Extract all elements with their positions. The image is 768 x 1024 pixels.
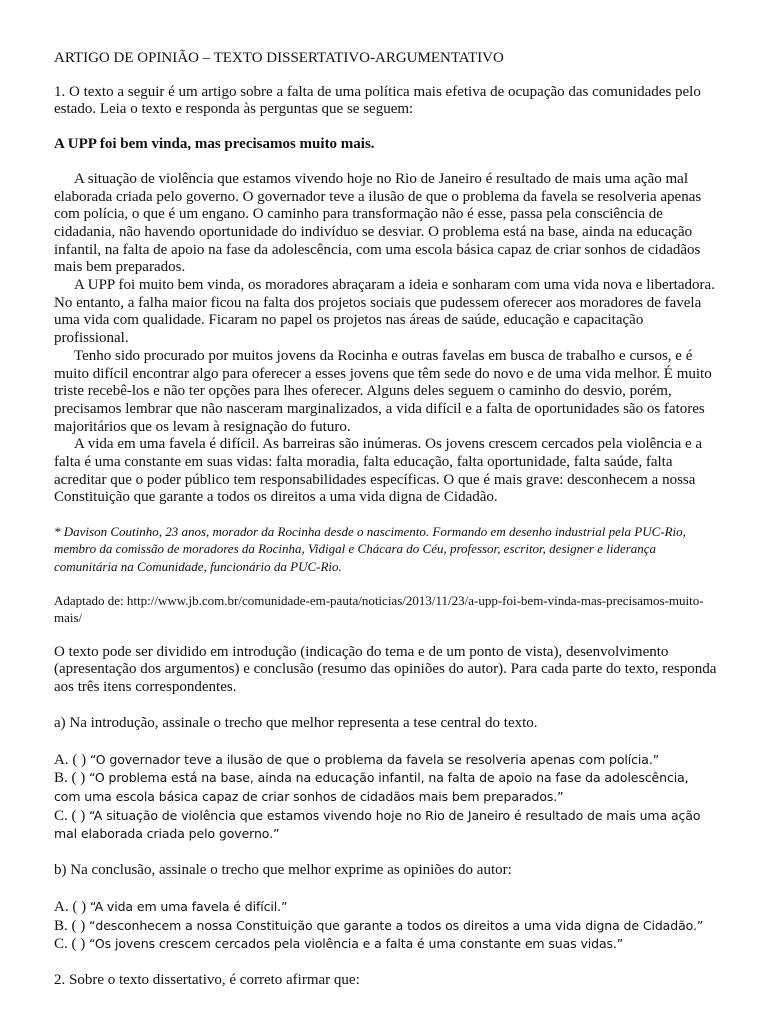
question-b-options	[54, 898, 718, 954]
option-text: “Os jovens crescem cercados pela violência e a falta é uma constante em suas vidas.”	[89, 936, 624, 952]
question-a-prompt: a) Na introdução, assinale o trecho que melhor representa a tese central do texto.	[54, 714, 538, 731]
author-note: * Davison Coutinho, 23 anos, morador da Rocinha desde o nascimento. Formando em desenho industrial pela PUC-Rio, membro da comissão de moradores da Rocinha, Vidigal e Chácara do Céu, professor, escritor, designer e liderança comunitária na Comunidade, funcionário da PUC-Rio.	[54, 524, 686, 574]
option-prefix: A. ( )	[54, 898, 87, 915]
instructions-paragraph: O texto pode ser dividido em introdução (indicação do tema e de um ponto de vista), desenvolvimento (apresentação dos argumentos) e conclusão (resumo das opiniões do autor). Para cada parte do texto, responda aos três itens correspondentes.	[54, 643, 717, 696]
question-a-options	[54, 751, 718, 845]
document-title: ARTIGO DE OPINIÃO – TEXTO DISSERTATIVO-ARGUMENTATIVO	[54, 50, 504, 66]
article-body	[54, 171, 718, 507]
option-prefix: C. ( )	[54, 936, 86, 953]
article-paragraph-3: Tenho sido procurado por muitos jovens da Rocinha e outras favelas em busca de trabalho e cursos, e é muito difícil encontrar algo para oferecer a esses jovens que têm sede do novo e de uma vida melhor. É muito triste recebê-los e não ter opções para lhes oferecer. Alguns deles seguem o caminho do desvio, porém, precisamos lembrar que não nasceram marginalizados, a vida difícil e a falta de oportunidades são os fatores majoritários que os levam à resignação do futuro.	[54, 347, 712, 435]
article-paragraph-4: A vida em uma favela é difícil. As barreiras são inúmeras. Os jovens crescem cercados pela violência e a falta é uma constante em suas vidas: falta moradia, falta educação, falta oportunidade, falta saúde, falta acreditar que o poder público tem responsabilidades específicas. O que é mais grave: desconhecem a nossa Constituição que garante a todos os direitos a uma vida digna de Cidadão.	[54, 436, 703, 506]
option-text: “desconhecem a nossa Constituição que garante a todos os direitos a uma vida digna de Cidadão.”	[89, 917, 704, 933]
document-page	[54, 50, 718, 990]
option-prefix: B. ( )	[54, 917, 86, 934]
option-b-c[interactable]	[54, 935, 718, 954]
article-headline: A UPP foi bem vinda, mas precisamos muito mais.	[54, 136, 375, 153]
option-b-b[interactable]	[54, 917, 718, 936]
source-citation: Adaptado de: http://www.jb.com.br/comunidade-em-pauta/noticias/2013/11/23/a-upp-foi-bem-vinda-mas-precisamos-muito-mais/	[54, 592, 704, 625]
option-prefix: A. ( )	[54, 751, 87, 768]
option-a-a[interactable]	[54, 751, 718, 770]
article-paragraph-1: A situação de violência que estamos vivendo hoje no Rio de Janeiro é resultado de mais uma ação mal elaborada criada pelo governo. O governador teve a ilusão de que o problema da favela se resolveria apenas com polícia, o que é um engano. O caminho para transformação não é esse, passa pela consciência de cidadania, não havendo oportunidade do indivíduo se desviar. O problema está na base, ainda na educação infantil, na falta de apoio na fase da adolescência, com uma escola básica capaz de criar sonhos de cidadãos mais bem preparados.	[54, 170, 702, 276]
question-b-prompt: b) Na conclusão, assinale o trecho que melhor exprime as opiniões do autor:	[54, 862, 512, 879]
option-prefix: C. ( )	[54, 807, 86, 824]
option-prefix: B. ( )	[54, 770, 86, 787]
option-text: “O governador teve a ilusão de que o problema da favela se resolveria apenas com polícia.”	[89, 751, 660, 767]
question-1-prompt: 1. O texto a seguir é um artigo sobre a falta de uma política mais efetiva de ocupação das comunidades pelo estado. Leia o texto e responda às perguntas que se seguem:	[54, 83, 701, 118]
option-a-b[interactable]	[54, 769, 718, 806]
option-text: “A situação de violência que estamos vivendo hoje no Rio de Janeiro é resultado de mais uma ação mal elaborada criada pelo governo.”	[54, 807, 701, 842]
article-paragraph-2: A UPP foi muito bem vinda, os moradores abraçaram a ideia e sonharam com uma vida nova e libertadora. No entanto, a falha maior ficou na falta dos projetos sociais que pudessem oferecer aos moradores de favela uma vida com qualidade. Ficaram no papel os projetos nas áreas de saúde, educação e capacitação profissional.	[54, 277, 715, 347]
option-text: “A vida em uma favela é difícil.”	[89, 898, 288, 914]
option-a-c[interactable]	[54, 807, 718, 844]
option-text: “O problema está na base, ainda na educação infantil, na falta de apoio na fase da adolescência, com uma escola básica capaz de criar sonhos de cidadãos mais bem preparados.”	[54, 770, 689, 804]
question-2-prompt: 2. Sobre o texto dissertativo, é correto afirmar que:	[54, 971, 360, 988]
option-b-a[interactable]	[54, 898, 718, 917]
